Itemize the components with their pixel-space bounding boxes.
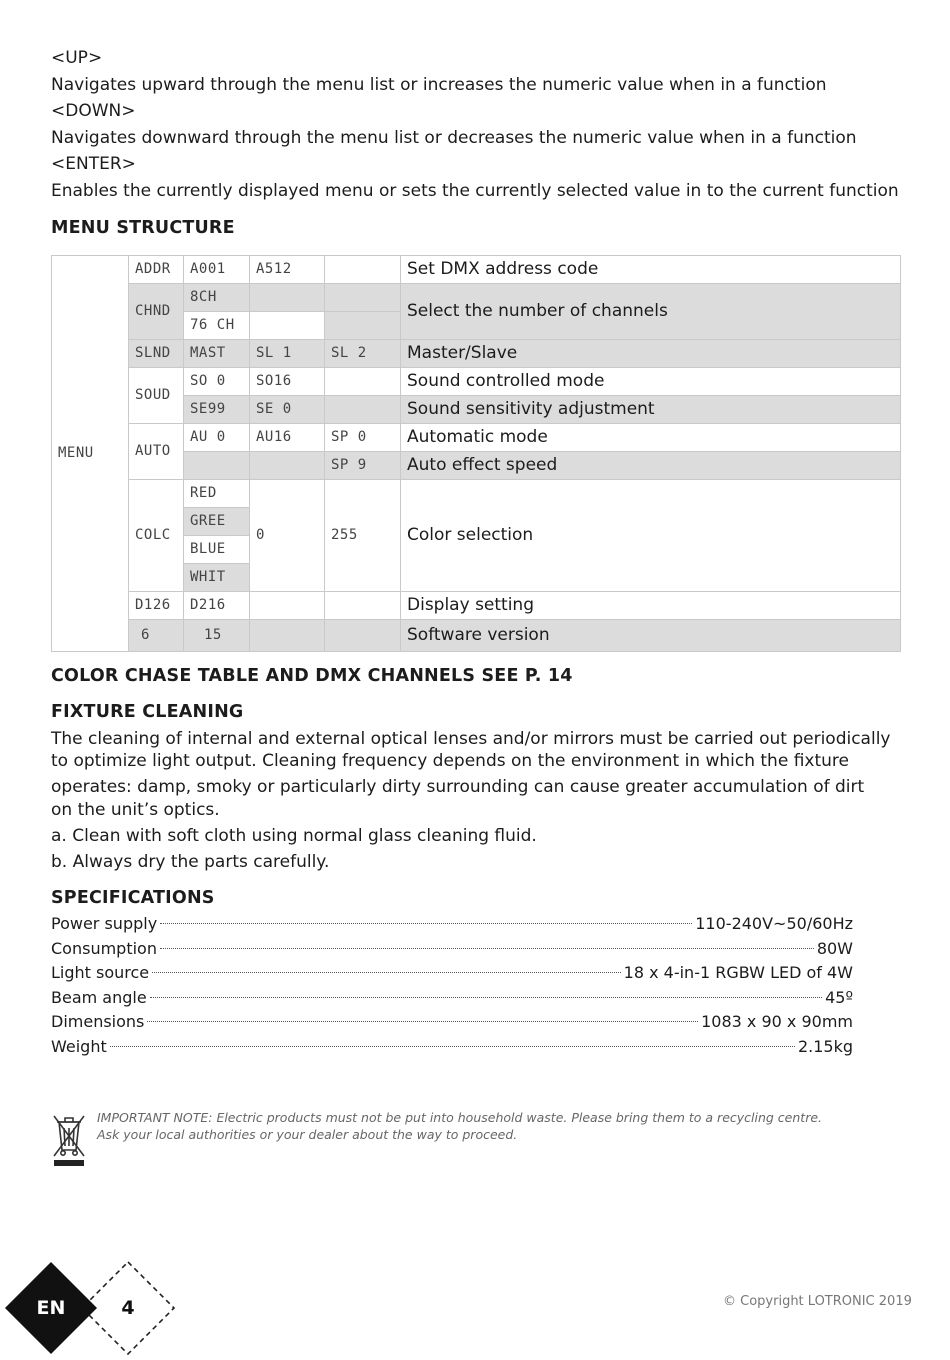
- page-number: 4: [121, 1297, 135, 1319]
- spec-label: Dimensions: [51, 1012, 145, 1031]
- menu-soud1-c3: SO16: [250, 368, 325, 396]
- menu-chnd-c3: [250, 284, 325, 312]
- menu-chnd-c4b: [325, 312, 401, 340]
- menu-structure-table: [51, 255, 901, 652]
- spec-leader-dots: [110, 1046, 795, 1047]
- menu-disp-c1: D126: [129, 592, 184, 620]
- menu-root-cell: MENU: [52, 256, 129, 652]
- menu-addr-c3: A512: [250, 256, 325, 284]
- menu-slnd-c3: SL 1: [250, 340, 325, 368]
- menu-soft-c4: [325, 620, 401, 652]
- menu-auto-c1: AUTO: [129, 424, 184, 480]
- menu-slnd-desc: Master/Slave: [401, 340, 901, 368]
- spec-label: Consumption: [51, 939, 157, 958]
- menu-chnd-c1: CHND: [129, 284, 184, 340]
- cleaning-line-1: The cleaning of internal and external optical lenses and/or mirrors must be carried out periodically: [51, 729, 891, 749]
- menu-colc-desc: Color selection: [401, 480, 901, 592]
- menu-chnd-c2b: 76 CH: [184, 312, 250, 340]
- color-chase-heading: COLOR CHASE TABLE AND DMX CHANNELS SEE P. 14: [51, 666, 573, 686]
- menu-addr-c4: [325, 256, 401, 284]
- spec-row-dimensions: [51, 1010, 853, 1034]
- spec-label: Beam angle: [51, 988, 147, 1007]
- copyright-text: © Copyright LOTRONIC 2019: [723, 1294, 912, 1309]
- menu-disp-desc: Display setting: [401, 592, 901, 620]
- cleaning-line-2: to optimize light output. Cleaning frequency depends on the environment in which the fixture: [51, 751, 849, 771]
- spec-value: 45º: [825, 988, 853, 1007]
- fixture-cleaning-heading: FIXTURE CLEANING: [51, 702, 244, 722]
- spec-leader-dots: [160, 923, 692, 924]
- cleaning-line-3: operates: damp, smoky or particularly dirty surrounding can cause greater accumulation of dirt: [51, 777, 865, 797]
- menu-addr-c2: A001: [184, 256, 250, 284]
- language-badge: EN: [36, 1297, 66, 1319]
- spec-leader-dots: [147, 1021, 698, 1022]
- control-key-up: <UP>: [51, 48, 103, 68]
- menu-soft-c2: 15: [184, 620, 250, 652]
- spec-label: Power supply: [51, 914, 158, 933]
- recycling-note-line-1: IMPORTANT NOTE: Electric products must not be put into household waste. Please bring them to a recycling centre.: [97, 1110, 822, 1125]
- spec-leader-dots: [160, 948, 814, 949]
- spec-label: Light source: [51, 963, 150, 982]
- menu-auto1-c3: AU16: [250, 424, 325, 452]
- cleaning-line-4: on the unit’s optics.: [51, 800, 220, 820]
- spec-label: Weight: [51, 1037, 107, 1056]
- menu-chnd-c2a: 8CH: [184, 284, 250, 312]
- menu-auto2-desc: Auto effect speed: [401, 452, 901, 480]
- spec-row-light-source: [51, 961, 853, 985]
- menu-soud1-c4: [325, 368, 401, 396]
- menu-auto2-c2: [184, 452, 250, 480]
- control-desc-enter: Enables the currently displayed menu or sets the currently selected value in to the current function: [51, 181, 899, 201]
- cleaning-step-a: a. Clean with soft cloth using normal glass cleaning fluid.: [51, 826, 537, 846]
- menu-auto2-c4: SP 9: [325, 452, 401, 480]
- spec-row-power-supply: [51, 912, 853, 936]
- menu-disp-c4: [325, 592, 401, 620]
- menu-auto2-c3: [250, 452, 325, 480]
- menu-auto1-desc: Automatic mode: [401, 424, 901, 452]
- menu-auto1-c2: AU 0: [184, 424, 250, 452]
- spec-row-consumption: [51, 937, 853, 961]
- spec-leader-dots: [152, 972, 621, 973]
- menu-soft-desc: Software version: [401, 620, 901, 652]
- menu-disp-c3: [250, 592, 325, 620]
- menu-disp-c2: D216: [184, 592, 250, 620]
- menu-soft-c1: 6: [129, 620, 184, 652]
- menu-soud2-desc: Sound sensitivity adjustment: [401, 396, 901, 424]
- menu-soud2-c3: SE 0: [250, 396, 325, 424]
- control-desc-up: Navigates upward through the menu list or increases the numeric value when in a function: [51, 75, 827, 95]
- menu-soud2-c4: [325, 396, 401, 424]
- menu-colc-green: GREE: [184, 508, 250, 536]
- menu-colc-blue: BLUE: [184, 536, 250, 564]
- spec-value: 110-240V~50/60Hz: [695, 914, 853, 933]
- spec-leader-dots: [150, 997, 822, 998]
- menu-colc-c1: COLC: [129, 480, 184, 592]
- weee-bin-icon: [51, 1112, 87, 1170]
- cleaning-step-b: b. Always dry the parts carefully.: [51, 852, 330, 872]
- spec-row-beam-angle: [51, 986, 853, 1010]
- specifications-heading: SPECIFICATIONS: [51, 888, 215, 908]
- menu-chnd-desc: Select the number of channels: [401, 284, 901, 340]
- menu-soud1-c2: SO 0: [184, 368, 250, 396]
- menu-colc-red: RED: [184, 480, 250, 508]
- menu-colc-c4: 255: [325, 480, 401, 592]
- control-desc-down: Navigates downward through the menu list or decreases the numeric value when in a function: [51, 128, 857, 148]
- menu-soud1-desc: Sound controlled mode: [401, 368, 901, 396]
- spec-value: 1083 x 90 x 90mm: [701, 1012, 853, 1031]
- recycling-note-line-2: Ask your local authorities or your dealer about the way to proceed.: [97, 1127, 518, 1142]
- menu-colc-white: WHIT: [184, 564, 250, 592]
- menu-colc-c3: 0: [250, 480, 325, 592]
- menu-soft-c3: [250, 620, 325, 652]
- menu-soud2-c2: SE99: [184, 396, 250, 424]
- menu-addr-desc: Set DMX address code: [401, 256, 901, 284]
- menu-slnd-c1: SLND: [129, 340, 184, 368]
- spec-value: 2.15kg: [797, 1037, 853, 1056]
- menu-chnd-c4: [325, 284, 401, 312]
- menu-slnd-c4: SL 2: [325, 340, 401, 368]
- menu-chnd-c3b: [250, 312, 325, 340]
- spec-value: 80W: [816, 939, 853, 958]
- control-key-down: <DOWN>: [51, 101, 136, 121]
- spec-row-weight: [51, 1035, 853, 1059]
- menu-structure-heading: MENU STRUCTURE: [51, 218, 235, 238]
- spec-value: 18 x 4-in-1 RGBW LED of 4W: [623, 963, 853, 982]
- page-footer-badge: [0, 1258, 180, 1360]
- control-key-enter: <ENTER>: [51, 154, 136, 174]
- menu-addr-c1: ADDR: [129, 256, 184, 284]
- menu-soud-c1: SOUD: [129, 368, 184, 424]
- menu-auto1-c4: SP 0: [325, 424, 401, 452]
- menu-slnd-c2: MAST: [184, 340, 250, 368]
